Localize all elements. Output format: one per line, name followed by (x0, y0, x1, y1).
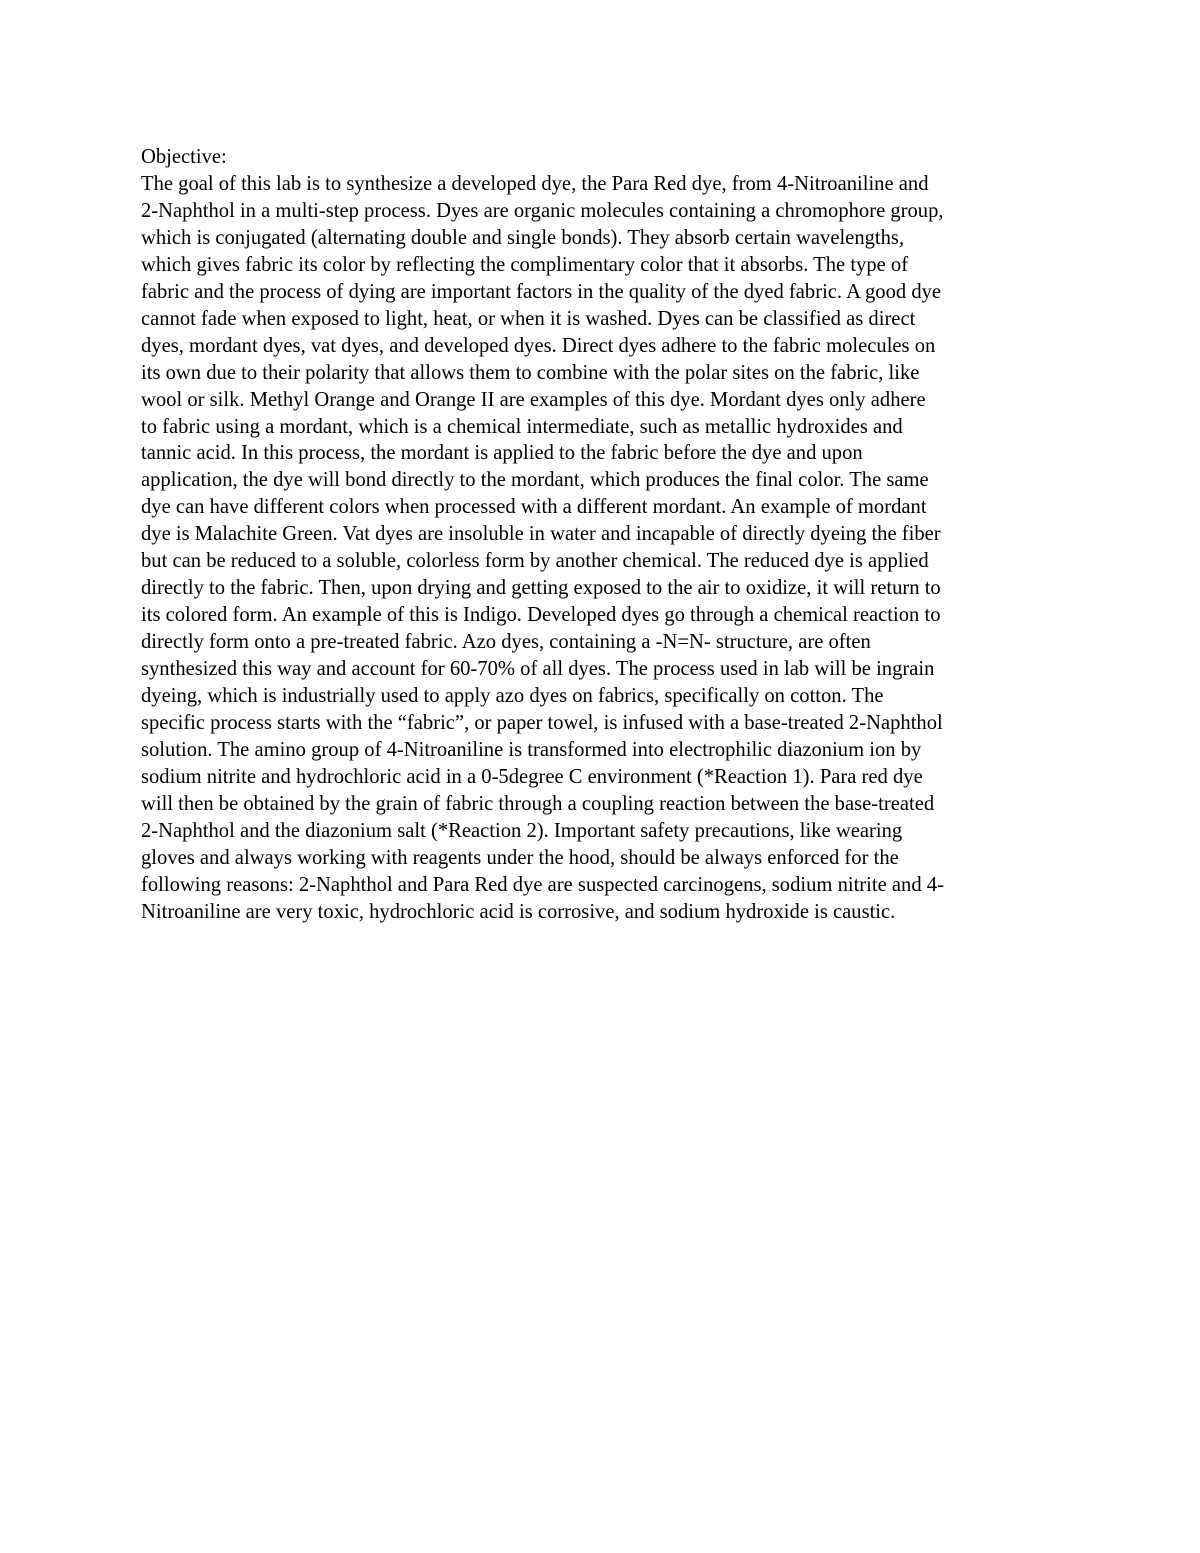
paragraph-line: to fabric using a mordant, which is a chemical intermediate, such as metallic hydroxides and (141, 415, 903, 438)
paragraph-line: wool or silk. Methyl Orange and Orange II are examples of this dye. Mordant dyes only adhere (141, 388, 926, 411)
paragraph-line: dye can have different colors when processed with a different mordant. An example of mordant (141, 496, 927, 519)
paragraph-line: tannic acid. In this process, the mordant is applied to the fabric before the dye and upon (141, 442, 863, 465)
paragraph-line: directly to the fabric. Then, upon drying and getting exposed to the air to oxidize, it will return to (141, 577, 941, 600)
paragraph-line: its own due to their polarity that allows them to combine with the polar sites on the fabric, like (141, 361, 920, 384)
paragraph-line: dye is Malachite Green. Vat dyes are insoluble in water and incapable of directly dyeing the fiber (141, 523, 941, 546)
paragraph-line: following reasons: 2-Naphthol and Para Red dye are suspected carcinogens, sodium nitrite and 4- (141, 873, 944, 896)
paragraph-line: cannot fade when exposed to light, heat, or when it is washed. Dyes can be classified as direct (141, 307, 916, 330)
paragraph-line: Nitroaniline are very toxic, hydrochloric acid is corrosive, and sodium hydroxide is caustic. (141, 900, 896, 923)
paragraph-line: 2-Naphthol and the diazonium salt (*Reaction 2). Important safety precautions, like wearing (141, 819, 903, 842)
paragraph-line: synthesized this way and account for 60-70% of all dyes. The process used in lab will be ingrain (141, 658, 935, 681)
paragraph-line: specific process starts with the “fabric”, or paper towel, is infused with a base-treated 2-Naphthol (141, 712, 943, 735)
paragraph-line: its colored form. An example of this is Indigo. Developed dyes go through a chemical reaction to (141, 604, 941, 627)
paragraph-line: fabric and the process of dying are important factors in the quality of the dyed fabric. A good dye (141, 280, 942, 303)
paragraph-line: The goal of this lab is to synthesize a developed dye, the Para Red dye, from 4-Nitroaniline and (141, 172, 929, 195)
paragraph-line: dyeing, which is industrially used to apply azo dyes on fabrics, specifically on cotton. The (141, 685, 884, 708)
paragraph-line: 2-Naphthol in a multi-step process. Dyes are organic molecules containing a chromophore group, (141, 199, 944, 222)
paragraph-line: but can be reduced to a soluble, colorless form by another chemical. The reduced dye is applied (141, 550, 929, 573)
section-heading: Objective: (141, 146, 227, 168)
paragraph-line: solution. The amino group of 4-Nitroaniline is transformed into electrophilic diazonium ion by (141, 738, 922, 761)
paragraph-line: directly form onto a pre-treated fabric. Azo dyes, containing a -N=N- structure, are often (141, 631, 871, 654)
objective-section (141, 144, 1066, 926)
paragraph-line: will then be obtained by the grain of fabric through a coupling reaction between the base-treated (141, 792, 935, 815)
paragraph-line: which gives fabric its color by reflecting the complimentary color that it absorbs. The type of (141, 253, 909, 276)
paragraph-line: sodium nitrite and hydrochloric acid in a 0-5degree C environment (*Reaction 1). Para red dye (141, 765, 923, 788)
paragraph-line: application, the dye will bond directly to the mordant, which produces the final color. The same (141, 469, 929, 492)
paragraph-line: dyes, mordant dyes, vat dyes, and developed dyes. Direct dyes adhere to the fabric molecules on (141, 334, 936, 357)
paragraph-line: which is conjugated (alternating double and single bonds). They absorb certain wavelengths, (141, 226, 905, 249)
paragraph-line: gloves and always working with reagents under the hood, should be always enforced for the (141, 846, 899, 869)
